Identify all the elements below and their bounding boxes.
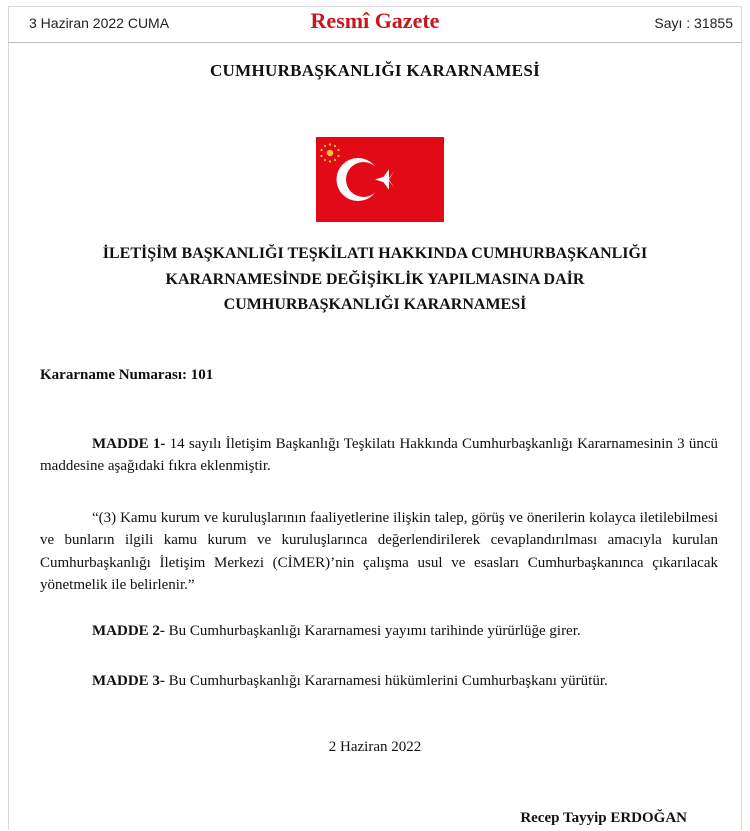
subtitle-line: İLETİŞİM BAŞKANLIĞI TEŞKİLATI HAKKINDA CUMHURBAŞKANLIĞI (102, 245, 648, 262)
decree-date: 2 Haziran 2022 (328, 739, 422, 755)
subtitle-line: CUMHURBAŞKANLIĞI KARARNAMESİ (223, 296, 527, 313)
signature: Recep Tayyip ERDOĞAN (520, 810, 687, 826)
decree-number: Kararname Numarası: 101 (40, 367, 214, 383)
added-clause (40, 507, 718, 596)
article-1-label: MADDE 1- (92, 436, 166, 452)
page-frame (8, 6, 742, 830)
added-clause-text: “(3) Kamu kurum ve kuruluşlarının faaliyetlerine ilişkin talep, görüş ve önerilerin kolayca iletilebilmesi ve bunların ilgili kamu kurum ve kuruluşlarınca değerlendirilerek cevaplandırılması amacıyla kurulan Cumhurbaşkanlığı İletişim Merkezi (CİMER)’nin çalışma usul ve esasları Cumhurbaşkanınca çıkarılacak yönetmelik ile belirlenir.” (40, 510, 718, 593)
turkish-flag-icon (316, 137, 444, 222)
decree-subtitle (0, 241, 750, 318)
article-3-text: Bu Cumhurbaşkanlığı Kararnamesi hükümlerini Cumhurbaşkanı yürütür. (164, 673, 608, 689)
gazette-date: 3 Haziran 2022 CUMA (29, 15, 170, 31)
article-2-label: MADDE 2- (92, 623, 165, 639)
header-divider (8, 42, 742, 43)
article-1-text: 14 sayılı İletişim Başkanlığı Teşkilatı Hakkında Cumhurbaşkanlığı Kararnamesinin 3 üncü maddesine aşağıdaki fıkra eklenmiştir. (40, 436, 719, 474)
document-heading: CUMHURBAŞKANLIĞI KARARNAMESİ (209, 61, 540, 80)
article-3-label: MADDE 3- (92, 673, 165, 689)
gazette-issue-number: Sayı : 31855 (654, 15, 733, 31)
article-2 (40, 620, 718, 642)
article-2-text: Bu Cumhurbaşkanlığı Kararnamesi yayımı tarihinde yürürlüğe girer. (164, 623, 581, 639)
subtitle-line: KARARNAMESİNDE DEĞİŞİKLİK YAPILMASINA DAİR (165, 270, 585, 288)
article-1 (40, 433, 718, 477)
article-3 (40, 670, 718, 692)
gazette-title: Resmî Gazete (310, 8, 440, 33)
